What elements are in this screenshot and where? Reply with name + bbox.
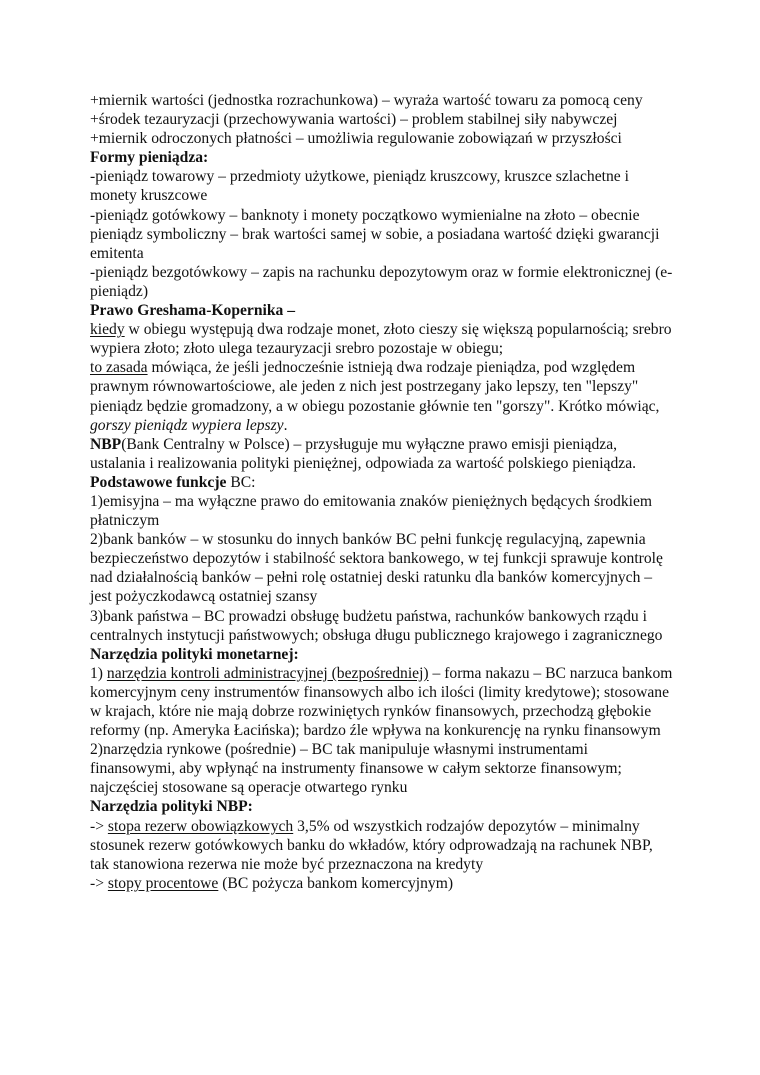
- heading-formy-pieniadza: Formy pieniądza:: [90, 149, 209, 167]
- paragraph-funkcja-bank-panstwa: 3)bank państwa – BC prowadzi obsługę budżetu państwa, rachunków bankowych rządu i centralnych instytucji państwowych; obsługa długu publicznego krajowego i zagranicznego: [90, 607, 663, 644]
- paragraph-nbp: [90, 435, 675, 473]
- paragraph-narzedzia-administracyjne: [90, 664, 675, 740]
- text-t1-rest: 3,5% od wszystkich rodzajów depozytów – minimalny stosunek rezerw gotówkowych banku do wkładów, który odprowadzają na rachunek NBP, tak stanowiona rezerwa nie może być przeznaczona na kredyty: [90, 817, 653, 873]
- text-t1-prefix: ->: [90, 817, 108, 835]
- document-body: [90, 91, 675, 893]
- underlined-kiedy: kiedy: [90, 321, 125, 339]
- text-t2-prefix: ->: [90, 874, 108, 892]
- text-funkcje-bc: BC:: [226, 473, 256, 491]
- paragraph-gresham-zasada: [90, 358, 675, 434]
- bold-nbp: NBP: [90, 435, 122, 453]
- text-zasada-rest: mówiąca, że jeśli jednocześnie istnieją dwa rodzaje pieniądza, pod względem prawnym równowartościowe, ale jeden z nich jest postrzegany jako lepszy, ten "lepszy" pieniądz będzie gromadzony, a w obiegu pozostanie głównie ten "gorszy". Krótko mówiąc,: [90, 359, 660, 415]
- text-n1-prefix: 1): [90, 664, 107, 682]
- paragraph-pieniadz-gotowkowy: -pieniądz gotówkowy – banknoty i monety początkowo wymienialne na złoto – obecnie pieniądz symboliczny – brak wartości samej w sobie, a posiadana wartość dzięki gwarancji emitenta: [90, 206, 660, 262]
- underlined-to-zasada: to zasada: [90, 359, 148, 377]
- paragraph-gresham-kiedy: [90, 320, 675, 358]
- italic-gorszy-pieniadz: gorszy pieniądz wypiera lepszy: [90, 416, 284, 434]
- paragraph-srodek-tezauryzacji: +środek tezauryzacji (przechowywania wartości) – problem stabilnej siły nabywczej: [90, 111, 618, 129]
- text-kiedy-rest: w obiegu występują dwa rodzaje monet, złoto cieszy się większą popularnością; srebro wypiera złoto; złoto ulega tezauryzacji srebro pozostaje w obiegu;: [90, 321, 672, 358]
- heading-prawo-greshama: Prawo Greshama-Kopernika –: [90, 302, 296, 320]
- text-nbp-rest: (Bank Centralny w Polsce) – przysługuje mu wyłączne prawo emisji pieniądza, ustalania i realizowania polityki pieniężnej, odpowiada za wartość polskiego pieniądza.: [90, 435, 637, 472]
- paragraph-narzedzia-rynkowe: 2)narzędzia rynkowe (pośrednie) – BC tak manipuluje własnymi instrumentami finansowymi, aby wpłynąć na instrumenty finansowe w całym sektorze finansowym; najczęściej stosowane są operacje otwartego rynku: [90, 741, 622, 797]
- text-zasada-end: .: [283, 416, 288, 434]
- underlined-kontrola-administracyjna: narzędzia kontroli administracyjnej (bezpośredniej): [106, 664, 429, 682]
- paragraph-pieniadz-towarowy: -pieniądz towarowy – przedmioty użytkowe, pieniądz kruszcowy, kruszce szlachetne i monety kruszcowe: [90, 168, 629, 205]
- paragraph-funkcja-emisyjna: 1)emisyjna – ma wyłączne prawo do emitowania znaków pieniężnych będących środkiem płatniczym: [90, 492, 653, 530]
- text-t2-rest: (BC pożycza bankom komercyjnym): [218, 874, 454, 892]
- paragraph-miernik-wartosci: +miernik wartości (jednostka rozrachunkowa) – wyraża wartość towaru za pomocą ceny: [90, 92, 643, 109]
- heading-narzedzia-monetarne: Narzędzia polityki monetarnej:: [90, 645, 299, 663]
- underlined-stopy-procentowe: stopy procentowe: [107, 874, 219, 892]
- heading-podstawowe-funkcje: [90, 473, 675, 492]
- bold-podstawowe-funkcje: Podstawowe funkcje: [90, 473, 227, 491]
- heading-narzedzia-nbp: Narzędzia polityki NBP:: [90, 798, 253, 816]
- underlined-stopa-rezerw: stopa rezerw obowiązkowych: [107, 817, 294, 835]
- paragraph-stopy-procentowe: [90, 874, 675, 893]
- paragraph-pieniadz-bezgotowkowy: -pieniądz bezgotówkowy – zapis na rachunku depozytowym oraz w formie elektronicznej (e-pieniądz): [90, 263, 673, 300]
- paragraph-miernik-platnosci: +miernik odroczonych płatności – umożliwia regulowanie zobowiązań w przyszłości: [90, 130, 622, 148]
- paragraph-funkcja-bank-bankow: 2)bank banków – w stosunku do innych banków BC pełni funkcję regulacyjną, zapewnia bezpieczeństwo depozytów i stabilność sektora bankowego, w tej funkcji sprawuje kontrolę nad działalnością banków – pełni rolę ostatniej deski ratunku dla banków komercyjnych – jest pożyczkodawcą ostatniej szansy: [90, 531, 663, 606]
- text-n1-rest: – forma nakazu – BC narzuca bankom komercyjnym ceny instrumentów finansowych albo ich ilości (limity kredytowe); stosowane w krajach, które nie mają dobrze rozwiniętych rynków finansowych, przechodzą głębokie reformy (np. Ameryka Łacińska); bardzo źle wpływa na konkurencję na rynku finansowym: [90, 664, 673, 740]
- paragraph-stopa-rezerw: [90, 817, 675, 874]
